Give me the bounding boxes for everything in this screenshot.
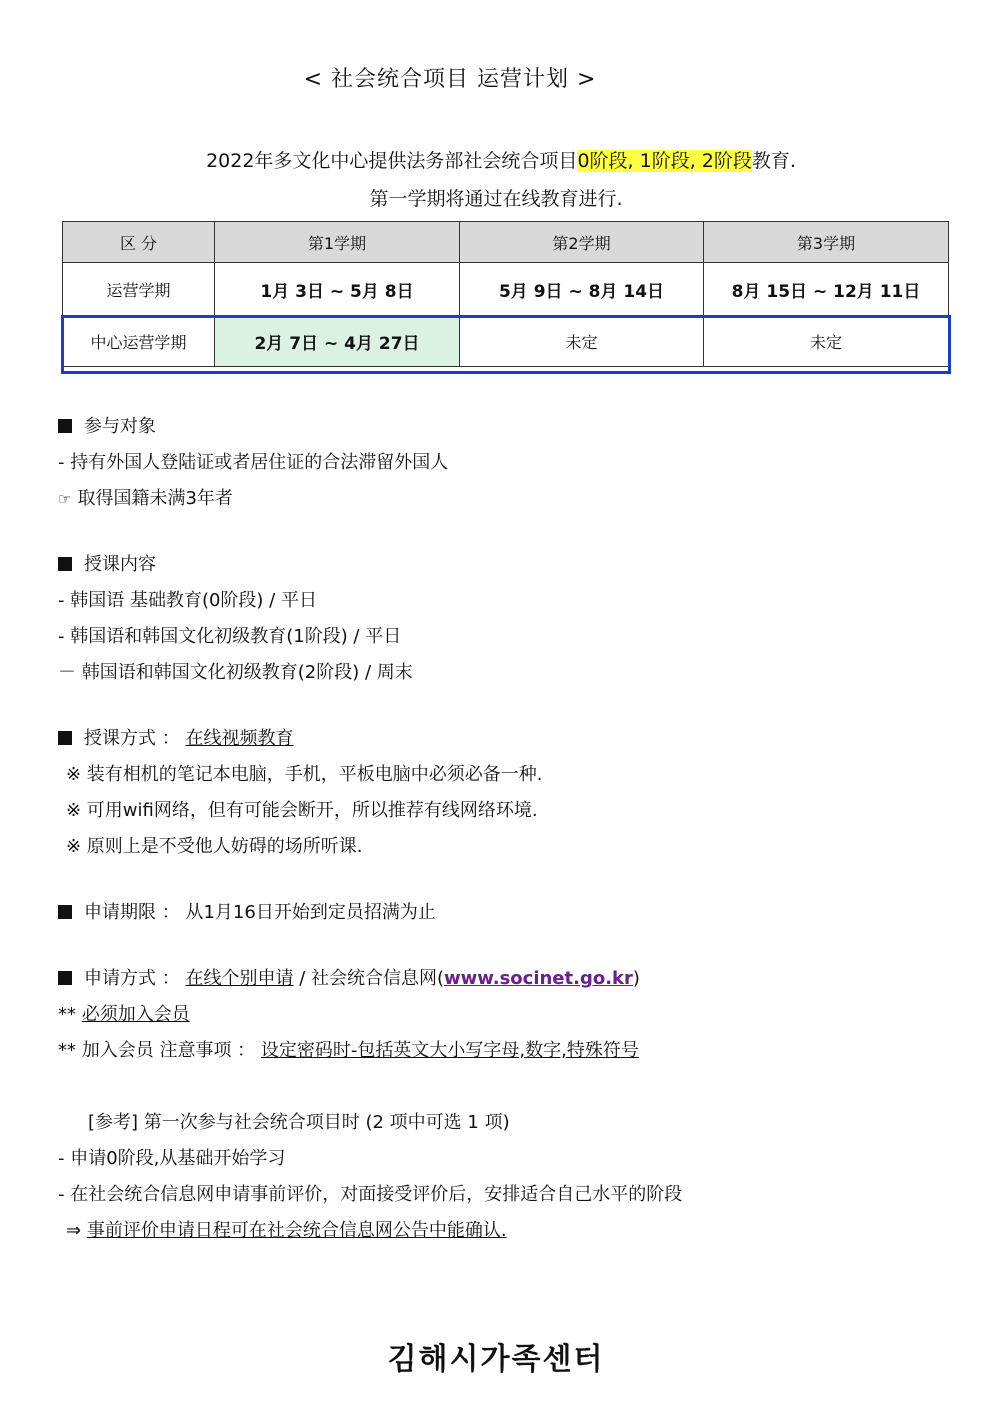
section-method-heading: 授课方式 ： 在线视频教育 [58, 724, 293, 750]
highlighted-stages: 0阶段, 1阶段, 2阶段 [577, 150, 752, 172]
row-label: 运营学期 [63, 263, 215, 317]
reference-heading: [参考] 第一次参与社会统合项目时 (2 项中可选 1 项) [88, 1112, 510, 1133]
list-item: - 持有外国人登陆证或者居住证的合法滞留外国人 [58, 452, 449, 473]
schedule-row-operation [63, 263, 949, 317]
table-cell: 1月 3日 ~ 5月 8日 [215, 263, 460, 317]
list-item: - 韩国语和韩国文化初级教育(1阶段) / 平日 [58, 626, 402, 647]
period-value: 从1月16日开始到定员招满为止 [185, 902, 436, 923]
note-item: ** 加入会员 注意事项 ： 设定密码时-包括英文大小写字母,数字,特殊符号 [58, 1040, 639, 1061]
square-bullet-icon [58, 905, 72, 919]
organization-name: 김해시가족센터 [387, 1342, 605, 1377]
list-item: ☞ 取得国籍未满3年者 [58, 488, 233, 509]
header-term-3: 第3学期 [704, 222, 949, 263]
table-cell: 2月 7日 ~ 4月 27日 [215, 317, 460, 367]
list-item: - 申请0阶段,从基础开始学习 [58, 1148, 286, 1169]
socinet-link[interactable]: www.socinet.go.kr [444, 968, 633, 989]
square-bullet-icon [58, 971, 72, 985]
table-cell: 5月 9日 ~ 8月 14日 [460, 263, 704, 317]
header-term-2: 第2学期 [460, 222, 704, 263]
reference-note: ⇒ 事前评价申请日程可在社会统合信息网公告中能确认. [66, 1220, 507, 1241]
password-rule: 设定密码时-包括英文大小写字母,数字,特殊符号 [260, 1040, 639, 1061]
page-title: < 社会统合项目 运营计划 > [303, 67, 597, 92]
apply-value: 在线个别申请 [185, 968, 294, 989]
intro-line-2: 第一学期将通过在线教育进行. [369, 188, 623, 210]
note-item: ※ 原则上是不受他人妨碍的场所听课. [66, 836, 363, 857]
method-value: 在线视频教育 [185, 728, 294, 749]
section-content-heading: 授课内容 [58, 550, 156, 576]
section-period-heading: 申请期限 ： 从1月16日开始到定员招满为止 [58, 898, 436, 924]
table-cell: 未定 [460, 317, 704, 367]
list-item: － 韩国语和韩国文化初级教育(2阶段) / 周末 [58, 662, 413, 683]
note-item: ** 必须加入会员 [58, 1004, 190, 1025]
schedule-header-row [63, 222, 949, 263]
table-cell: 8月 15日 ~ 12月 11日 [704, 263, 949, 317]
square-bullet-icon [58, 731, 72, 745]
section-apply-heading: 申请方式 ： 在线个别申请 / 社会统合信息网(www.socinet.go.kr) [58, 964, 640, 990]
hand-pointer-icon: ☞ [58, 490, 72, 508]
square-bullet-icon [58, 557, 72, 571]
schedule-row-center [63, 317, 949, 367]
section-target-heading: 参与对象 [58, 412, 156, 438]
list-item: - 在社会统合信息网申请事前评价，对面接受评价后，安排适合自己水平的阶段 [58, 1184, 683, 1205]
double-arrow-icon: ⇒ [66, 1220, 82, 1241]
header-term-1: 第1学期 [215, 222, 460, 263]
table-cell: 未定 [704, 317, 949, 367]
note-item: ※ 装有相机的笔记本电脑，手机，平板电脑中必须必备一种. [66, 764, 543, 785]
header-category: 区 分 [63, 222, 215, 263]
square-bullet-icon [58, 419, 72, 433]
intro-line-1: 2022年多文化中心提供法务部社会统合项目0阶段, 1阶段, 2阶段教育. [206, 150, 796, 172]
membership-required: 必须加入会员 [81, 1004, 190, 1025]
list-item: - 韩国语 基础教育(0阶段) / 平日 [58, 590, 317, 611]
schedule-table [62, 221, 949, 367]
row-label: 中心运营学期 [63, 317, 215, 367]
note-item: ※ 可用wifi网络，但有可能会断开，所以推荐有线网络环境. [66, 800, 538, 821]
